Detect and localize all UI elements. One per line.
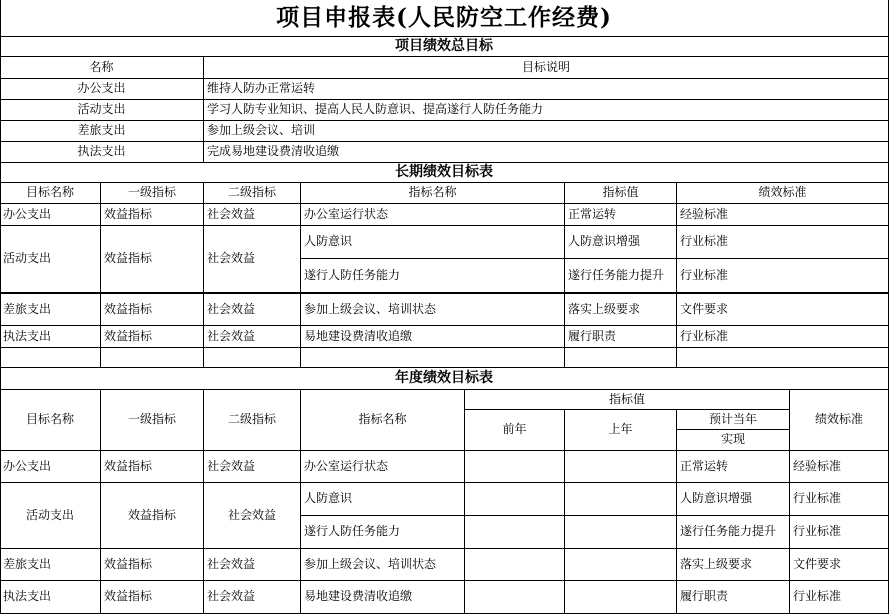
summary-row-name: 办公支出 [0, 79, 204, 100]
summary-col-desc: 目标说明 [204, 57, 889, 79]
lt-cell-level1: 效益指标 [101, 226, 204, 293]
an-cell-level2: 社会效益 [204, 581, 301, 614]
an-cell-prev [465, 581, 565, 614]
an-header-value-group: 指标值 [465, 390, 790, 410]
summary-col-name: 名称 [0, 57, 204, 79]
an-cell-forecast: 落实上级要求 [677, 549, 790, 581]
an-header-target: 目标名称 [0, 390, 101, 451]
an-cell-level1: 效益指标 [101, 451, 204, 483]
an-cell-last [565, 581, 677, 614]
lt-cell-target: 活动支出 [0, 226, 101, 293]
lt-cell-standard: 文件要求 [677, 293, 889, 326]
lt-cell-level2: 社会效益 [204, 293, 301, 326]
lt-header-level1: 一级指标 [101, 183, 204, 204]
an-cell-level1: 效益指标 [101, 483, 204, 549]
an-header-forecast: 预计当年 [677, 410, 790, 430]
lt-cell-standard: 行业标准 [677, 326, 889, 348]
an-cell-indicator: 参加上级会议、培训状态 [301, 549, 465, 581]
lt-empty-cell [565, 348, 677, 368]
lt-header-target: 目标名称 [0, 183, 101, 204]
an-cell-forecast: 遂行任务能力提升 [677, 516, 790, 549]
lt-cell-value: 人防意识增强 [565, 226, 677, 259]
an-cell-target: 执法支出 [0, 581, 101, 614]
an-cell-last [565, 483, 677, 516]
lt-cell-level2: 社会效益 [204, 204, 301, 226]
lt-empty-cell [101, 348, 204, 368]
an-header-level1: 一级指标 [101, 390, 204, 451]
an-cell-indicator: 办公室运行状态 [301, 451, 465, 483]
summary-row-desc: 学习人防专业知识、提高人民人防意识、提高遂行人防任务能力 [204, 100, 889, 121]
an-cell-last [565, 516, 677, 549]
an-cell-last [565, 549, 677, 581]
an-cell-level1: 效益指标 [101, 549, 204, 581]
lt-header-value: 指标值 [565, 183, 677, 204]
an-cell-prev [465, 549, 565, 581]
summary-row-name: 执法支出 [0, 142, 204, 163]
lt-cell-value: 履行职责 [565, 326, 677, 348]
an-cell-level1: 效益指标 [101, 581, 204, 614]
an-header-actual: 实现 [677, 430, 790, 451]
an-cell-target: 差旅支出 [0, 549, 101, 581]
lt-cell-target: 差旅支出 [0, 293, 101, 326]
lt-empty-cell [301, 348, 565, 368]
an-cell-forecast: 履行职责 [677, 581, 790, 614]
an-cell-indicator: 易地建设费清收追缴 [301, 581, 465, 614]
lt-cell-level2: 社会效益 [204, 326, 301, 348]
lt-cell-standard: 经验标准 [677, 204, 889, 226]
an-cell-level2: 社会效益 [204, 549, 301, 581]
an-cell-indicator: 遂行人防任务能力 [301, 516, 465, 549]
lt-cell-value: 落实上级要求 [565, 293, 677, 326]
summary-heading: 项目绩效总目标 [0, 37, 889, 57]
lt-cell-target: 执法支出 [0, 326, 101, 348]
lt-cell-standard: 行业标准 [677, 226, 889, 259]
lt-cell-indicator: 人防意识 [301, 226, 565, 259]
summary-row-desc: 完成易地建设费清收追缴 [204, 142, 889, 163]
an-cell-standard: 文件要求 [790, 549, 889, 581]
lt-cell-indicator: 参加上级会议、培训状态 [301, 293, 565, 326]
lt-header-standard: 绩效标准 [677, 183, 889, 204]
lt-header-indicator: 指标名称 [301, 183, 565, 204]
lt-empty-cell [677, 348, 889, 368]
an-header-level2: 二级指标 [204, 390, 301, 451]
an-cell-prev [465, 451, 565, 483]
summary-row-name: 活动支出 [0, 100, 204, 121]
page-title: 项目申报表(人民防空工作经费) [0, 0, 889, 37]
summary-row-desc: 参加上级会议、培训 [204, 121, 889, 142]
lt-cell-indicator: 易地建设费清收追缴 [301, 326, 565, 348]
an-cell-forecast: 人防意识增强 [677, 483, 790, 516]
an-cell-standard: 经验标准 [790, 451, 889, 483]
lt-cell-level2: 社会效益 [204, 226, 301, 293]
lt-cell-target: 办公支出 [0, 204, 101, 226]
an-cell-indicator: 人防意识 [301, 483, 465, 516]
summary-row-desc: 维持人防办正常运转 [204, 79, 889, 100]
lt-cell-indicator: 遂行人防任务能力 [301, 259, 565, 293]
an-cell-target: 活动支出 [0, 483, 101, 549]
an-cell-standard: 行业标准 [790, 581, 889, 614]
an-header-indicator: 指标名称 [301, 390, 465, 451]
lt-header-level2: 二级指标 [204, 183, 301, 204]
lt-empty-cell [0, 348, 101, 368]
lt-empty-cell [204, 348, 301, 368]
an-cell-forecast: 正常运转 [677, 451, 790, 483]
long-term-heading: 长期绩效目标表 [0, 163, 889, 183]
annual-heading: 年度绩效目标表 [0, 368, 889, 390]
lt-cell-value: 正常运转 [565, 204, 677, 226]
an-cell-level2: 社会效益 [204, 451, 301, 483]
lt-cell-level1: 效益指标 [101, 293, 204, 326]
an-cell-standard: 行业标准 [790, 483, 889, 516]
an-cell-prev [465, 483, 565, 516]
summary-row-name: 差旅支出 [0, 121, 204, 142]
lt-cell-level1: 效益指标 [101, 204, 204, 226]
an-cell-prev [465, 516, 565, 549]
an-header-standard: 绩效标准 [790, 390, 889, 451]
an-header-last: 上年 [565, 410, 677, 451]
lt-cell-indicator: 办公室运行状态 [301, 204, 565, 226]
an-header-prev: 前年 [465, 410, 565, 451]
an-cell-last [565, 451, 677, 483]
lt-cell-standard: 行业标准 [677, 259, 889, 293]
an-cell-level2: 社会效益 [204, 483, 301, 549]
lt-cell-value: 遂行任务能力提升 [565, 259, 677, 293]
lt-cell-level1: 效益指标 [101, 326, 204, 348]
an-cell-standard: 行业标准 [790, 516, 889, 549]
an-cell-target: 办公支出 [0, 451, 101, 483]
